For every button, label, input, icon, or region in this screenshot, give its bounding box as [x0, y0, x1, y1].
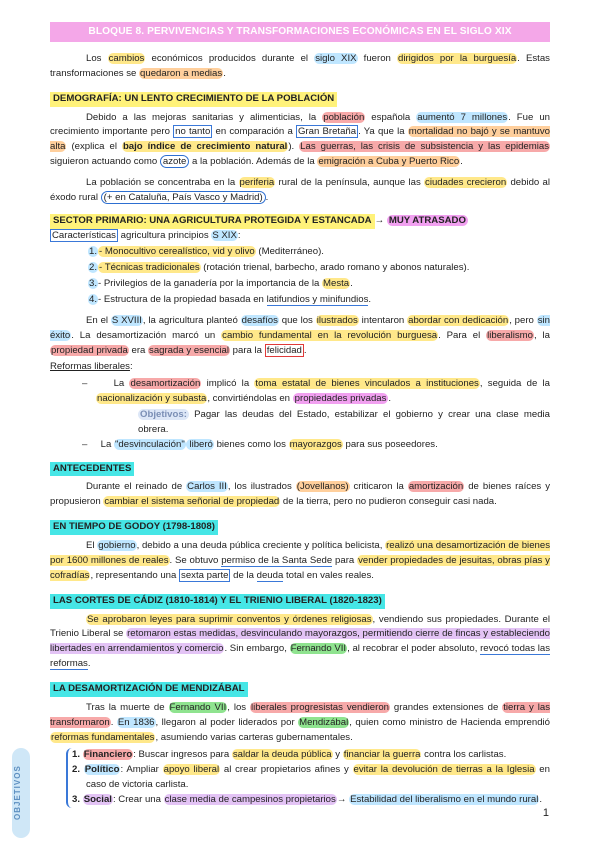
reforma-item-desvinculacion: – La "desvinculación" liberó bienes como los mayorazgos para sus poseedores.: [82, 438, 438, 450]
caracteristicas-list: [88, 245, 550, 307]
reformas-liberales-heading: Reformas liberales:: [50, 361, 133, 373]
mendizabal-paragraph: Tras la muerte de Fernando VII, los liberales progresistas vendieron grandes extensiones de tierra y las transformaron. En 1836, llegaron al poder liderados por Mendizábal, quien como ministro de Hacienda emprendió reformas fundamentales, asumiendo varias carteras gubernamentales.: [50, 701, 550, 743]
sector-primario-paragraph: En el S XVIII, la agricultura planteó desafíos que los ilustrados intentaron abordar con dedicación, pero sin éxito. La desamortización marcó un cambio fundamental en la revolución burguesa. Para el liberalismo, la propiedad privada era sagrada y esencial para la felicidad .: [50, 314, 550, 356]
godoy-paragraph: El gobierno, debido a una deuda pública creciente y política belicista, realizó una desamortización de bienes por 1600 millones de reales. Se obtuvo permiso de la Santa Sede para vender propiedades de jesuitas, obras pías y cofradías, representando una sexta parte de la deuda total en vales reales.: [50, 540, 550, 581]
intro-paragraph: Los cambios económicos producidos durante el siglo XIX fueron dirigidos por la burguesía. Estas transformaciones se quedaron a medias.: [50, 53, 550, 79]
document-body: [13, 52, 551, 821]
caracteristicas-line: Características agricultura principios S XIX:: [52, 229, 241, 241]
document-header: BLOQUE 8. PERVIVENCIAS Y TRANSFORMACIONES ECONÓMICAS EN EL SIGLO XIX: [50, 22, 550, 42]
objetivos-list: [66, 748, 550, 807]
list-item: 3.- Privilegios de la ganadería por la importancia de la Mesta.: [89, 278, 353, 290]
cortes-cadiz-paragraph: Se aprobaron leyes para suprimir conventos y órdenes religiosas, vendiendo sus propiedades. Durante el Trienio Liberal se retomaron estas medidas, desvinculando mayorazgos, permitiendo cierre de fincas y estableciendo libertades en arrendamientos y comercio. Sin embargo, Fernando VII, al recobrar el poder absoluto, revocó todas las reformas.: [50, 613, 550, 670]
muy-atrasado-tag: MUY ATRASADO: [388, 214, 466, 226]
demografia-paragraph-2: La población se concentraba en la periferia rural de la península, aunque las ciudades crecieron debido al éxodo rural (+ en Cataluña, País Vasco y Madrid) .: [50, 177, 551, 203]
objetivos-reforma: Objetivos: Pagar las deudas del Estado, estabilizar el gobierno y crear una clase media obrera.: [138, 409, 550, 435]
section-title-antecedentes: ANTECEDENTES: [50, 462, 134, 477]
section-title-demografia: DEMOGRAFÍA: UN LENTO CRECIMIENTO DE LA POBLACIÓN: [50, 92, 337, 107]
list-item: 1. - Monocultivo cerealístico, vid y olivo (Mediterráneo).: [89, 246, 324, 258]
section-title-sector-primario: SECTOR PRIMARIO: UNA AGRICULTURA PROTEGIDA Y ESTANCADA: [50, 214, 375, 229]
section-title-godoy: EN TIEMPO DE GODOY (1798-1808): [50, 520, 218, 535]
list-item: 4.- Estructura de la propiedad basada en latifundios y minifundios.: [89, 294, 372, 306]
antecedentes-paragraph: Durante el reinado de Carlos III, los ilustrados (Jovellanos) criticaron la amortización de bienes raíces y propusieron cambiar el sistema señorial de propiedad de la tierra, pero no pudieron conseguir casi nada.: [50, 481, 550, 508]
objetivos-vertical-label: OBJETIVOS: [12, 748, 30, 838]
arrow-icon: →: [374, 214, 385, 226]
objetivos-block: [13, 748, 550, 821]
list-item: 3. Social: Crear una clase media de campesinos propietarios→ Estabilidad del liberalismo en el mundo rural.: [72, 793, 542, 805]
section-title-cortes-cadiz: LAS CORTES DE CÁDIZ (1810-1814) Y EL TRIENIO LIBERAL (1820-1823): [50, 594, 385, 609]
page-number: 1: [542, 806, 549, 819]
section-title-mendizabal: LA DESAMORTIZACIÓN DE MENDIZÁBAL: [50, 682, 248, 697]
list-item: 2. - Técnicas tradicionales (rotación trienal, barbecho, arado romano y abonos naturales).: [89, 262, 470, 274]
reforma-item-desamortizacion: – La desamortización implicó la toma estatal de bienes vinculados a instituciones, seguida de la nacionalización y subasta, convirtiéndolas en propiedades privadas .: [82, 378, 550, 405]
section-title-sector-primario-row: [50, 214, 550, 229]
list-item: 1. Financiero: Buscar ingresos para saldar la deuda pública y financiar la guerra contra los carlistas.: [72, 749, 507, 761]
demografia-paragraph-1: Debido a las mejoras sanitarias y alimenticias, la población española aumentó 7 millones. Fue un crecimiento importante pero no tanto en comparación a Gran Bretaña . Ya que la mortalidad no bajó y se mantuvo alta (explica el bajo índice de crecimiento natural). Las guerras, las crisis de subsistencia y las epidemias siguieron actuando como azote a la población. Además de la emigración a Cuba y Puerto Rico.: [50, 111, 550, 168]
list-item: 2. Político: Ampliar apoyo liberal al crear propietarios afines y evitar la devolución de tierras a la Iglesia en caso de victoria carlista.: [72, 764, 550, 791]
